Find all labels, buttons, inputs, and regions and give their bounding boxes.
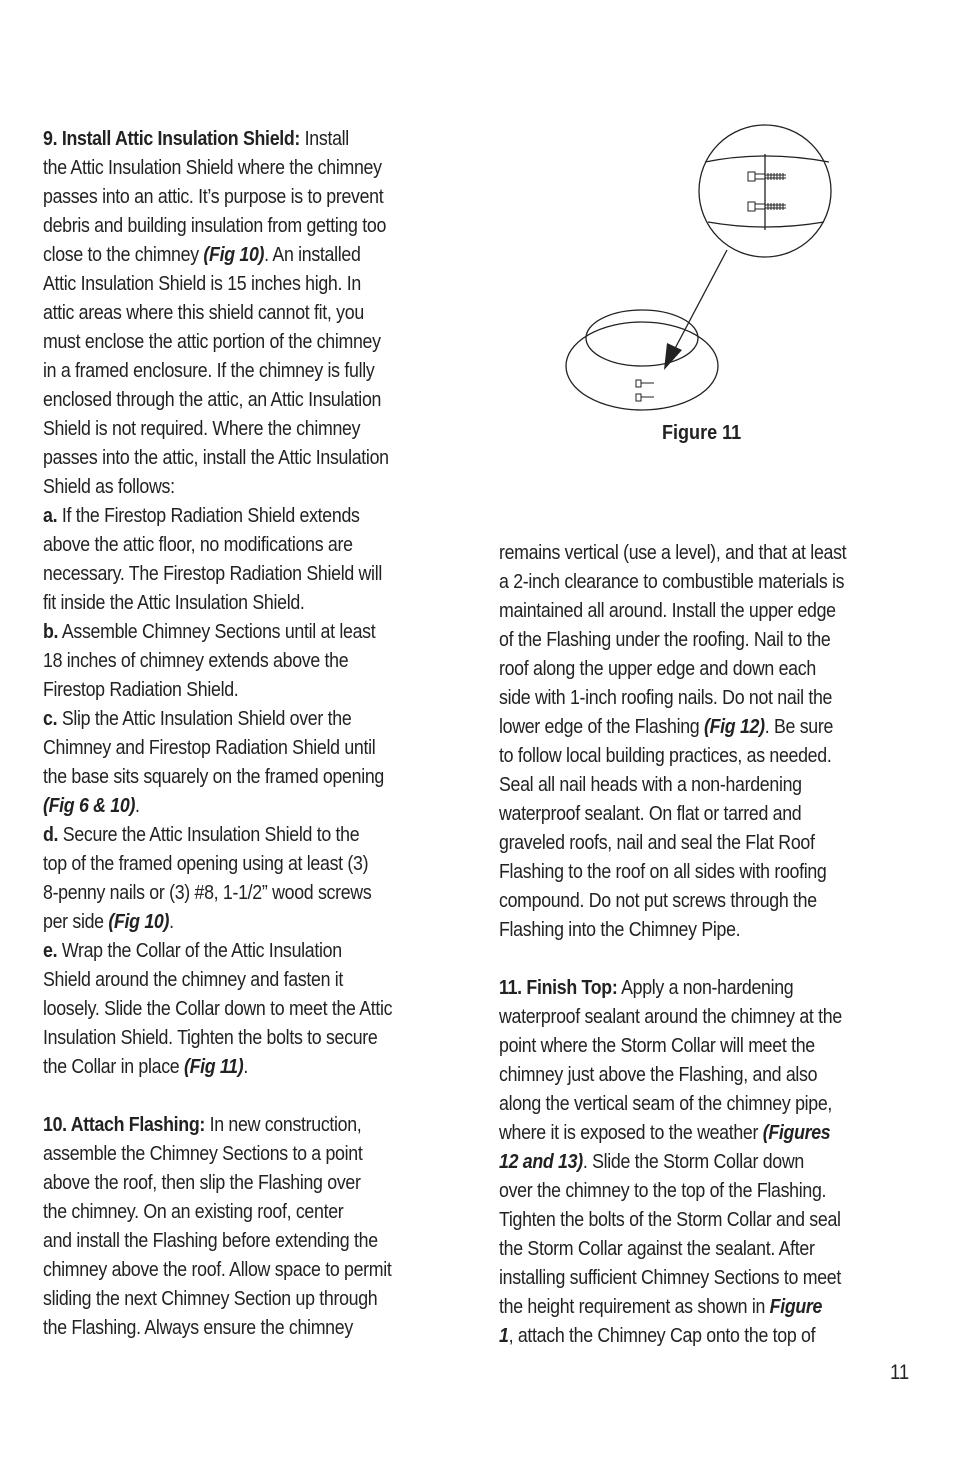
- text-span: chimney just above the Flashing, and also: [499, 1064, 818, 1086]
- text-span: .: [243, 1056, 248, 1078]
- text-line: [499, 626, 902, 655]
- text-line: [43, 241, 457, 270]
- text-span: assemble the Chimney Sections to a point: [43, 1143, 363, 1165]
- text-line: [43, 821, 457, 850]
- text-span: , attach the Chimney Cap onto the top of: [508, 1325, 816, 1347]
- text-span: close to the chimney: [43, 244, 204, 266]
- text-line: [43, 357, 457, 386]
- text-line: [43, 937, 457, 966]
- text-span: c.: [43, 708, 58, 730]
- text-line: [43, 1140, 457, 1169]
- text-line: [499, 655, 902, 684]
- text-line: [43, 705, 457, 734]
- text-line: [499, 974, 902, 1003]
- text-line: [499, 1206, 902, 1235]
- figure-caption: Figure 11: [662, 421, 742, 444]
- text-line: [43, 792, 457, 821]
- arrow-head: [664, 343, 682, 370]
- text-line: [499, 887, 902, 916]
- text-span: installing sufficient Chimney Sections to meet: [499, 1267, 841, 1289]
- text-line: [499, 1061, 902, 1090]
- text-span: where it is exposed to the weather: [499, 1122, 763, 1144]
- text-line: [43, 1314, 457, 1343]
- text-span: If the Firestop Radiation Shield extends: [57, 505, 360, 527]
- text-line: [43, 531, 457, 560]
- text-span: 9. Install Attic Insulation Shield:: [43, 128, 301, 150]
- text-span: graveled roofs, nail and seal the Flat Roof: [499, 832, 815, 854]
- text-span: the Attic Insulation Shield where the chimney: [43, 157, 382, 179]
- text-span: along the vertical seam of the chimney pipe,: [499, 1093, 833, 1115]
- text-span: Shield as follows:: [43, 476, 175, 498]
- text-line: [499, 539, 902, 568]
- detail-bolt-icon: [748, 172, 786, 211]
- text-span: Shield around the chimney and fasten it: [43, 969, 344, 991]
- text-line: [499, 1177, 902, 1206]
- text-line: [499, 771, 902, 800]
- text-line: [499, 1032, 902, 1061]
- text-line: [499, 713, 902, 742]
- text-line: [43, 125, 457, 154]
- blank-line: [43, 1082, 457, 1111]
- text-line: [499, 1264, 902, 1293]
- text-span: In new construction,: [204, 1114, 362, 1136]
- text-line: [43, 444, 457, 473]
- text-span: 12 and 13): [499, 1151, 583, 1173]
- text-line: [43, 386, 457, 415]
- text-span: the Storm Collar against the sealant. After: [499, 1238, 815, 1260]
- text-span: in a framed enclosure. If the chimney is fully: [43, 360, 375, 382]
- text-span: Tighten the bolts of the Storm Collar and seal: [499, 1209, 841, 1231]
- text-span: e.: [43, 940, 58, 962]
- text-span: must enclose the attic portion of the chimney: [43, 331, 381, 353]
- text-span: 8-penny nails or (3) #8, 1-1/2” wood screws: [43, 882, 372, 904]
- text-span: Insulation Shield. Tighten the bolts to secure: [43, 1027, 378, 1049]
- text-line: [43, 154, 457, 183]
- text-line: [43, 415, 457, 444]
- text-span: compound. Do not put screws through the: [499, 890, 817, 912]
- text-line: [499, 1293, 902, 1322]
- text-line: [43, 850, 457, 879]
- text-span: passes into an attic. It’s purpose is to prevent: [43, 186, 384, 208]
- text-span: Chimney and Firestop Radiation Shield until: [43, 737, 376, 759]
- text-line: [43, 879, 457, 908]
- text-span: d.: [43, 824, 59, 846]
- text-line: [43, 473, 457, 502]
- text-line: [43, 908, 457, 937]
- text-span: . An installed: [264, 244, 361, 266]
- text-line: [43, 1227, 457, 1256]
- text-span: 11. Finish Top:: [499, 977, 618, 999]
- text-line: [43, 734, 457, 763]
- text-span: waterproof sealant around the chimney at the: [499, 1006, 842, 1028]
- text-line: [499, 916, 902, 945]
- text-span: loosely. Slide the Collar down to meet the Attic: [43, 998, 393, 1020]
- text-line: [43, 1256, 457, 1285]
- text-line: [43, 1169, 457, 1198]
- text-span: per side: [43, 911, 109, 933]
- text-span: the base sits squarely on the framed opening: [43, 766, 384, 788]
- figure-11-illustration: [560, 118, 840, 418]
- text-line: [499, 1090, 902, 1119]
- text-span: Assemble Chimney Sections until at least: [58, 621, 376, 643]
- text-span: lower edge of the Flashing: [499, 716, 704, 738]
- text-span: Secure the Attic Insulation Shield to the: [58, 824, 360, 846]
- text-span: sliding the next Chimney Section up through: [43, 1288, 378, 1310]
- text-line: [43, 1053, 457, 1082]
- text-span: above the roof, then slip the Flashing over: [43, 1172, 361, 1194]
- text-line: [43, 995, 457, 1024]
- text-span: over the chimney to the top of the Flashing.: [499, 1180, 827, 1202]
- collar-bolt-icon: [636, 380, 654, 401]
- text-span: Figure: [769, 1296, 823, 1318]
- text-line: [499, 1119, 902, 1148]
- text-span: to follow local building practices, as needed.: [499, 745, 832, 767]
- text-span: Flashing to the roof on all sides with roofing: [499, 861, 827, 883]
- text-span: Install: [300, 128, 349, 150]
- text-span: the Collar in place: [43, 1056, 184, 1078]
- text-span: passes into the attic, install the Attic Insulation: [43, 447, 389, 469]
- detail-collar-curve-lower: [708, 222, 824, 227]
- text-line: [499, 858, 902, 887]
- text-span: point where the Storm Collar will meet the: [499, 1035, 815, 1057]
- text-span: enclosed through the attic, an Attic Insulation: [43, 389, 382, 411]
- text-span: . Slide the Storm Collar down: [582, 1151, 804, 1173]
- text-span: Attic Insulation Shield is 15 inches high. In: [43, 273, 361, 295]
- text-span: (Fig 10): [203, 244, 265, 266]
- text-span: top of the framed opening using at least (3): [43, 853, 369, 875]
- text-span: a.: [43, 505, 58, 527]
- text-line: [499, 1003, 902, 1032]
- left-column: [43, 125, 457, 1343]
- text-span: of the Flashing under the roofing. Nail to the: [499, 629, 831, 651]
- text-span: (Fig 10): [108, 911, 170, 933]
- text-line: [499, 568, 902, 597]
- text-line: [499, 1235, 902, 1264]
- text-span: above the attic floor, no modifications are: [43, 534, 353, 556]
- text-line: [43, 328, 457, 357]
- text-span: 1: [499, 1325, 509, 1347]
- text-line: [499, 800, 902, 829]
- text-line: [43, 618, 457, 647]
- text-span: the Flashing. Always ensure the chimney: [43, 1317, 353, 1339]
- text-span: chimney above the roof. Allow space to permit: [43, 1259, 392, 1281]
- page-number: 11: [890, 1361, 910, 1384]
- text-span: roof along the upper edge and down each: [499, 658, 816, 680]
- text-span: a 2-inch clearance to combustible materials is: [499, 571, 845, 593]
- text-line: [43, 502, 457, 531]
- text-line: [43, 1285, 457, 1314]
- text-span: .: [169, 911, 174, 933]
- text-span: and install the Flashing before extending the: [43, 1230, 378, 1252]
- text-line: [43, 647, 457, 676]
- text-span: Seal all nail heads with a non-hardening: [499, 774, 802, 796]
- text-span: (Fig 6 & 10): [43, 795, 136, 817]
- text-line: [43, 676, 457, 705]
- text-span: Firestop Radiation Shield.: [43, 679, 239, 701]
- text-line: [499, 597, 902, 626]
- text-line: [43, 183, 457, 212]
- text-line: [43, 589, 457, 618]
- detail-collar-curve: [705, 156, 829, 162]
- leader-line: [670, 250, 727, 358]
- text-span: (Figures: [762, 1122, 831, 1144]
- text-span: b.: [43, 621, 59, 643]
- text-span: the height requirement as shown in: [499, 1296, 770, 1318]
- text-span: attic areas where this shield cannot fit, you: [43, 302, 364, 324]
- text-span: Apply a non-hardening: [617, 977, 794, 999]
- text-span: Wrap the Collar of the Attic Insulation: [57, 940, 342, 962]
- text-line: [43, 560, 457, 589]
- text-span: remains vertical (use a level), and that at least: [499, 542, 847, 564]
- text-span: maintained all around. Install the upper edge: [499, 600, 836, 622]
- text-span: Slip the Attic Insulation Shield over the: [57, 708, 352, 730]
- text-line: [43, 763, 457, 792]
- text-span: (Fig 12): [703, 716, 765, 738]
- text-span: 10. Attach Flashing:: [43, 1114, 205, 1136]
- text-span: debris and building insulation from getting too: [43, 215, 387, 237]
- text-line: [499, 829, 902, 858]
- right-column: [499, 539, 902, 1351]
- text-span: 18 inches of chimney extends above the: [43, 650, 349, 672]
- text-line: [43, 1024, 457, 1053]
- text-span: .: [135, 795, 140, 817]
- text-line: [499, 1148, 902, 1177]
- text-span: Shield is not required. Where the chimney: [43, 418, 361, 440]
- text-span: . Be sure: [764, 716, 834, 738]
- text-line: [43, 1198, 457, 1227]
- text-span: fit inside the Attic Insulation Shield.: [43, 592, 305, 614]
- blank-line: [499, 945, 902, 974]
- text-line: [499, 742, 902, 771]
- text-line: [43, 1111, 457, 1140]
- text-span: (Fig 11): [183, 1056, 244, 1078]
- text-line: [499, 684, 902, 713]
- text-span: necessary. The Firestop Radiation Shield will: [43, 563, 382, 585]
- text-line: [43, 212, 457, 241]
- text-line: [43, 966, 457, 995]
- text-span: Flashing into the Chimney Pipe.: [499, 919, 741, 941]
- text-span: side with 1-inch roofing nails. Do not nail the: [499, 687, 833, 709]
- text-line: [499, 1322, 902, 1351]
- text-span: waterproof sealant. On flat or tarred and: [499, 803, 802, 825]
- text-line: [43, 270, 457, 299]
- text-span: the chimney. On an existing roof, center: [43, 1201, 344, 1223]
- text-line: [43, 299, 457, 328]
